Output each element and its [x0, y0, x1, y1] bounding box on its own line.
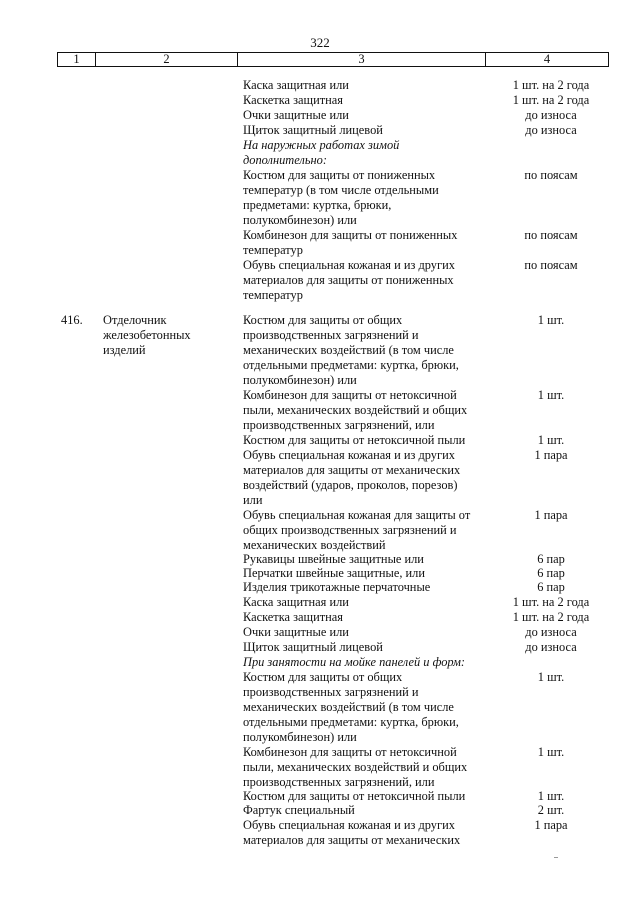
protective-item: [243, 789, 495, 804]
issue-norm: [493, 448, 609, 463]
protective-item: [243, 448, 495, 508]
protective-item: [243, 138, 495, 168]
protective-item-line: производственных загрязнений и: [243, 328, 419, 342]
issue-norm: [493, 580, 609, 595]
protective-item-line: Перчатки швейные защитные, или: [243, 566, 425, 580]
protective-item-line: Очки защитные или: [243, 625, 349, 639]
issue-norm-line: до износа: [525, 108, 577, 122]
issue-norm: [493, 313, 609, 328]
issue-norm-line: 1 пара: [534, 818, 568, 832]
profession-name-line: железобетонных: [103, 328, 191, 342]
protective-item-line: пыли, механических воздействий и общих: [243, 760, 468, 774]
protective-item: [243, 433, 495, 448]
issue-norm-line: 1 шт.: [537, 670, 565, 684]
issue-norm-line: до износа: [525, 625, 577, 639]
issue-norm-line: 1 шт.: [537, 433, 565, 447]
protective-item-line: материалов для защиты от пониженных: [243, 273, 454, 287]
issue-norm-line: 6 пар: [537, 580, 565, 594]
issue-norm: [493, 625, 609, 640]
protective-item: [243, 123, 495, 138]
issue-norm-line: 1 шт.: [537, 388, 565, 402]
profession-name-line: изделий: [103, 343, 146, 357]
protective-item-line: температур (в том числе отдельными: [243, 183, 439, 197]
header-col-4: 4: [543, 52, 551, 66]
protective-item-line: Комбинезон для защиты от пониженных: [243, 228, 458, 242]
protective-item: [243, 93, 495, 108]
issue-norm: [493, 595, 609, 610]
issue-norm: [493, 433, 609, 448]
protective-item: [243, 258, 495, 303]
issue-norm: [493, 258, 609, 273]
issue-norm-line: по поясам: [524, 168, 578, 182]
protective-item-line: Щиток защитный лицевой: [243, 640, 383, 654]
issue-norm-line: 1 пара: [534, 508, 568, 522]
protective-item-line: Фартук специальный: [243, 803, 355, 817]
protective-item-line: производственных загрязнений, или: [243, 775, 435, 789]
issue-norm: [493, 803, 609, 818]
issue-norm: [493, 388, 609, 403]
issue-norm: [493, 93, 609, 108]
issue-norm-line: по поясам: [524, 228, 578, 242]
protective-item-line: Костюм для защиты от нетоксичной пыли: [243, 789, 466, 803]
protective-item-line: механических воздействий (в том числе: [243, 700, 454, 714]
header-col-3: 3: [238, 53, 486, 66]
issue-norm: [493, 123, 609, 138]
issue-norm-line: до износа: [525, 123, 577, 137]
profession-name-line: Отделочник: [103, 313, 167, 327]
issue-norm-line: 1 шт. на 2 года: [512, 610, 590, 624]
protective-item: [243, 745, 495, 790]
issue-norm-line: 2 шт.: [537, 803, 565, 817]
protective-item-line: механических воздействий (в том числе: [243, 343, 454, 357]
protective-item-line: Очки защитные или: [243, 108, 349, 122]
protective-item-line: или: [243, 493, 263, 507]
table-header-row: [57, 52, 609, 67]
issue-norm-line: 1 шт.: [537, 313, 565, 327]
protective-item-line: отдельными предметами: куртка, брюки,: [243, 715, 459, 729]
protective-item-line: производственных загрязнений, или: [243, 418, 435, 432]
protective-item-line: пыли, механических воздействий и общих: [243, 403, 468, 417]
issue-norm: [493, 168, 609, 183]
protective-item-line: Обувь специальная кожаная и из других: [243, 258, 455, 272]
protective-item-line: Обувь специальная кожаная для защиты от: [243, 508, 471, 522]
protective-item: [243, 625, 495, 640]
protective-item-line: На наружных работах зимой: [243, 138, 400, 152]
protective-item: [243, 313, 495, 388]
protective-item-line: полукомбинезон) или: [243, 213, 357, 227]
protective-item: [243, 670, 495, 745]
protective-item: [243, 508, 495, 553]
protective-item: [243, 108, 495, 123]
protective-item: [243, 610, 495, 625]
issue-norm-line: по поясам: [524, 258, 578, 272]
scan-speck: [554, 857, 558, 858]
protective-item-line: материалов для защиты от механических: [243, 833, 461, 847]
protective-item: [243, 228, 495, 258]
issue-norm: [493, 818, 609, 833]
protective-item-line: Щиток защитный лицевой: [243, 123, 383, 137]
issue-norm-line: 1 пара: [534, 448, 568, 462]
protective-item-line: Костюм для защиты от общих: [243, 313, 403, 327]
profession-name: [103, 313, 231, 358]
protective-item-line: температур: [243, 243, 303, 257]
issue-norm: [493, 789, 609, 804]
protective-item-line: Костюм для защиты от нетоксичной пыли: [243, 433, 466, 447]
protective-item-line: При занятости на мойке панелей и форм:: [243, 655, 466, 669]
protective-item: [243, 818, 495, 848]
protective-item: [243, 595, 495, 610]
protective-item-line: температур: [243, 288, 303, 302]
issue-norm: [493, 610, 609, 625]
issue-norm: [493, 670, 609, 685]
protective-item: [243, 803, 495, 818]
issue-norm-line: 1 шт. на 2 года: [512, 595, 590, 609]
protective-item-line: воздействий (ударов, проколов, порезов): [243, 478, 458, 492]
protective-item-line: Костюм для защиты от пониженных: [243, 168, 436, 182]
issue-norm-line: 6 пар: [537, 566, 565, 580]
issue-norm-line: 1 шт. на 2 года: [512, 93, 590, 107]
issue-norm: [493, 108, 609, 123]
protective-item-line: Рукавицы швейные защитные или: [243, 552, 424, 566]
issue-norm-line: 1 шт.: [537, 789, 565, 803]
issue-norm: [493, 640, 609, 655]
protective-item-line: механических воздействий: [243, 538, 386, 552]
protective-item-line: Каска защитная или: [243, 78, 349, 92]
issue-norm-line: 1 шт. на 2 года: [512, 78, 590, 92]
issue-norm-line: до износа: [525, 640, 577, 654]
issue-norm: [493, 508, 609, 523]
protective-item-line: Комбинезон для защиты от нетоксичной: [243, 388, 457, 402]
protective-item-line: Изделия трикотажные перчаточные: [243, 580, 431, 594]
protective-item-line: Костюм для защиты от общих: [243, 670, 403, 684]
protective-item-line: Каскетка защитная: [243, 93, 343, 107]
page-number: 322: [310, 35, 330, 50]
protective-item-line: производственных загрязнений и: [243, 685, 419, 699]
protective-item: [243, 580, 495, 595]
protective-item-line: отдельными предметами: куртка, брюки,: [243, 358, 459, 372]
protective-item: [243, 168, 495, 228]
protective-item: [243, 655, 495, 670]
issue-norm: [493, 78, 609, 93]
issue-norm: [493, 552, 609, 567]
issue-norm: [493, 745, 609, 760]
issue-norm-line: 1 шт.: [537, 745, 565, 759]
protective-item-line: материалов для защиты от механических: [243, 463, 461, 477]
protective-item-line: Комбинезон для защиты от нетоксичной: [243, 745, 457, 759]
protective-item-line: предметами: куртка, брюки,: [243, 198, 392, 212]
protective-item-line: дополнительно:: [243, 153, 327, 167]
issue-norm-line: 6 пар: [537, 552, 565, 566]
protective-item-line: Каскетка защитная: [243, 610, 343, 624]
protective-item: [243, 388, 495, 433]
issue-norm: [493, 228, 609, 243]
protective-item: [243, 640, 495, 655]
protective-item: [243, 78, 495, 93]
protective-item-line: общих производственных загрязнений и: [243, 523, 457, 537]
issue-norm: [493, 566, 609, 581]
header-col-2: 2: [96, 53, 238, 66]
protective-item-line: полукомбинезон) или: [243, 373, 357, 387]
protective-item-line: Обувь специальная кожаная и из других: [243, 448, 455, 462]
header-col-1: 1: [58, 53, 96, 66]
protective-item-line: Обувь специальная кожаная и из других: [243, 818, 455, 832]
protective-item: [243, 566, 495, 581]
protective-item-line: Каска защитная или: [243, 595, 349, 609]
item-number: 416.: [61, 313, 83, 327]
protective-item-line: полукомбинезон) или: [243, 730, 357, 744]
protective-item: [243, 552, 495, 567]
